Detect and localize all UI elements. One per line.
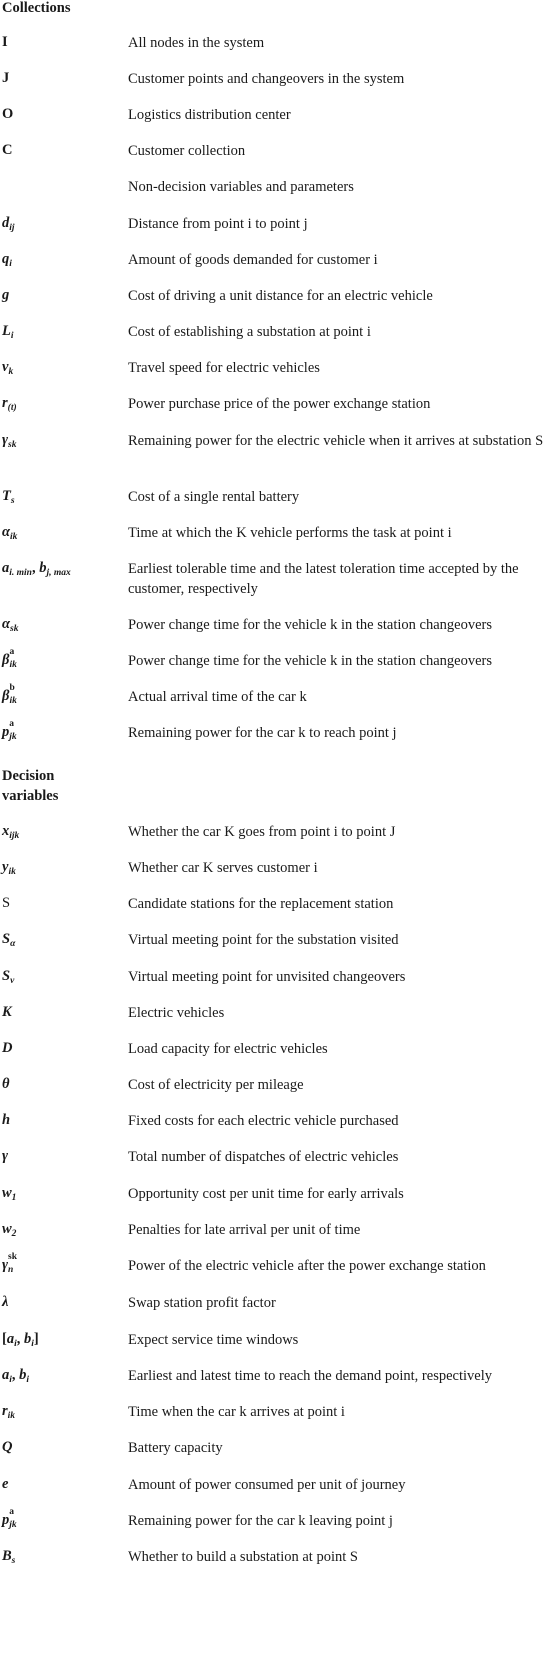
description: Distance from point i to point j — [128, 216, 308, 232]
description: Power purchase price of the power exchange station — [128, 396, 431, 412]
symbol-subscript: ik — [7, 1411, 16, 1421]
symbol-indices — [9, 683, 23, 706]
symbol-base: α — [2, 524, 11, 540]
description: Penalties for late arrival per unit of time — [128, 1222, 361, 1238]
symbol-subscript: i — [31, 1339, 34, 1349]
symbol-subscript: ik — [9, 696, 17, 706]
symbol-base: S — [2, 895, 11, 911]
symbol — [2, 358, 120, 377]
description: Amount of goods demanded for customer i — [128, 252, 378, 268]
description: Whether to build a substation at point S — [128, 1549, 358, 1565]
symbol-superscript: a — [9, 1507, 14, 1517]
symbol-base: a — [2, 560, 10, 576]
description: Cost of driving a unit distance for an electric vehicle — [128, 288, 433, 304]
symbol — [2, 1402, 120, 1421]
symbol: I — [2, 34, 8, 50]
description: Virtual meeting point for unvisited changeovers — [128, 969, 406, 985]
description: Cost of establishing a substation at point i — [128, 324, 371, 340]
symbol-subscript: i — [14, 1339, 17, 1349]
symbol — [2, 487, 120, 506]
symbol-base: b — [39, 560, 47, 576]
description: Customer collection — [128, 143, 246, 159]
symbol-base: Q — [2, 1439, 13, 1455]
symbol — [2, 615, 120, 634]
description: Remaining power for the car k to reach point j — [128, 725, 397, 741]
symbol-subscript: i — [26, 1375, 30, 1385]
symbol — [2, 559, 120, 578]
symbol-base: β — [2, 688, 10, 704]
symbol — [2, 1438, 120, 1457]
symbol-subscript: k — [8, 367, 14, 377]
description: Earliest and latest time to reach the demand point, respectively — [128, 1368, 492, 1384]
symbol — [2, 1003, 120, 1022]
symbol-base: e — [2, 1476, 9, 1492]
decision-heading-line1: Decision — [2, 768, 55, 784]
symbol — [2, 214, 120, 233]
description: Whether car K serves customer i — [128, 860, 318, 876]
symbol-subscript: sk — [10, 624, 19, 634]
symbol — [2, 322, 120, 341]
description: Actual arrival time of the car k — [128, 689, 307, 705]
symbol-subscript: ik — [8, 867, 16, 877]
symbol-superscript: a — [9, 647, 15, 657]
symbol-base: r — [2, 395, 8, 411]
symbol-base: S — [2, 968, 11, 984]
symbol-base: h — [2, 1112, 11, 1128]
symbol-base: λ — [2, 1294, 9, 1310]
symbol-indices — [8, 1252, 22, 1275]
symbol-indices — [9, 647, 23, 670]
symbol-subscript: i — [9, 259, 12, 269]
description: Time at which the K vehicle performs the task at point i — [128, 525, 452, 541]
description: Total number of dispatches of electric vehicles — [128, 1149, 399, 1165]
description: Expect service time windows — [128, 1332, 299, 1348]
symbol-subscript: n — [8, 1265, 14, 1275]
description: Swap station profit factor — [128, 1295, 276, 1311]
description: Power change time for the vehicle k in the station changeovers — [128, 617, 492, 633]
symbol-base: d — [2, 215, 10, 231]
symbol-subscript: jk — [9, 732, 17, 742]
symbol-base: x — [2, 823, 10, 839]
symbol-separator: , — [31, 560, 40, 576]
description: Load capacity for electric vehicles — [128, 1041, 328, 1057]
description: Travel speed for electric vehicles — [128, 360, 320, 376]
symbol-base: g — [2, 287, 10, 303]
symbol-subscript: ij — [9, 223, 15, 233]
description: Electric vehicles — [128, 1005, 225, 1021]
symbol-subscript: v — [10, 976, 15, 986]
symbol: J — [2, 70, 10, 86]
symbol — [2, 431, 120, 450]
symbol-subscript: s — [11, 1556, 16, 1566]
symbol-subscript: i — [10, 331, 14, 341]
symbol — [2, 286, 120, 305]
symbol-base: T — [2, 488, 11, 504]
symbol — [2, 719, 120, 742]
symbol-superscript: b — [9, 683, 15, 693]
symbol-base: D — [2, 1040, 13, 1056]
symbol-subscript: 1 — [11, 1193, 17, 1203]
symbol-indices — [9, 1507, 23, 1530]
symbol-base: p — [2, 724, 10, 740]
description: Virtual meeting point for the substation visited — [128, 932, 399, 948]
description: Fixed costs for each electric vehicle purchased — [128, 1113, 399, 1129]
symbol — [2, 1220, 120, 1239]
symbol-subscript: (t) — [7, 403, 17, 413]
symbol — [2, 1547, 120, 1566]
decision-heading-line2: variables — [2, 788, 59, 804]
symbol — [2, 683, 120, 706]
symbol-base: q — [2, 251, 10, 267]
symbol-base: γ — [2, 432, 9, 448]
description: Cost of a single rental battery — [128, 489, 300, 505]
symbol-subscript: j, max — [46, 568, 71, 578]
symbol — [2, 394, 120, 413]
symbol-subscript: ijk — [9, 831, 20, 841]
symbol-subscript: sk — [8, 440, 17, 450]
symbol — [2, 1293, 120, 1312]
symbol-base: K — [2, 1004, 12, 1020]
symbol-base: w — [2, 1185, 12, 1201]
symbol-base: a — [2, 1367, 10, 1383]
symbol-subscript: 2 — [11, 1229, 17, 1239]
symbol-separator: , — [11, 1367, 20, 1383]
symbol — [2, 1147, 120, 1166]
description: Opportunity cost per unit time for early arrivals — [128, 1186, 404, 1202]
description: Power change time for the vehicle k in the station changeovers — [128, 653, 492, 669]
symbol — [2, 1075, 120, 1094]
symbol-subscript: i — [9, 1375, 12, 1385]
symbol-base: γ — [2, 1148, 9, 1164]
description: Battery capacity — [128, 1440, 223, 1456]
symbol — [2, 523, 120, 542]
symbol — [2, 894, 120, 913]
symbol — [2, 858, 120, 877]
parameters-heading: Non-decision variables and parameters — [128, 179, 354, 195]
symbol-base: γ — [2, 1257, 9, 1273]
symbol-subscript: jk — [9, 1520, 17, 1530]
symbol-base: a — [6, 1331, 15, 1347]
symbol — [2, 1475, 120, 1494]
symbol: C — [2, 142, 13, 158]
description: Remaining power for the car k leaving point j — [128, 1513, 393, 1529]
description: Candidate stations for the replacement station — [128, 896, 394, 912]
symbol-base: b — [23, 1331, 32, 1347]
description: Remaining power for the electric vehicle when it arrives at substation S — [128, 433, 544, 449]
symbol — [2, 930, 120, 949]
symbol-subscript: α — [10, 939, 16, 949]
description: All nodes in the system — [128, 35, 265, 51]
description: Power of the electric vehicle after the power exchange station — [128, 1258, 486, 1274]
symbol — [2, 1184, 120, 1203]
description: Logistics distribution center — [128, 107, 291, 123]
symbol-base: B — [2, 1548, 12, 1564]
decision-heading — [2, 766, 120, 806]
bracket-open: [ — [2, 1331, 7, 1347]
symbol — [2, 1039, 120, 1058]
symbol — [2, 822, 120, 841]
symbol-base: y — [2, 859, 9, 875]
symbol-base: w — [2, 1221, 12, 1237]
symbol-superscript: sk — [8, 1252, 18, 1262]
symbol-indices — [9, 719, 23, 742]
symbol — [2, 647, 120, 670]
symbol-base: S — [2, 931, 11, 947]
bracket-close: ] — [33, 1331, 39, 1347]
symbol-subscript: ik — [9, 660, 17, 670]
symbol — [2, 967, 120, 986]
symbol-base: v — [2, 359, 9, 375]
symbol-base: b — [19, 1367, 27, 1383]
symbol-subscript: s — [10, 496, 15, 506]
symbol — [2, 250, 120, 269]
symbol — [2, 1507, 120, 1530]
symbol — [2, 1252, 120, 1275]
description: Cost of electricity per mileage — [128, 1077, 304, 1093]
description: Customer points and changeovers in the system — [128, 71, 405, 87]
collections-heading: Collections — [2, 0, 71, 16]
description: Time when the car k arrives at point i — [128, 1404, 345, 1420]
symbol — [2, 1366, 120, 1385]
description: Whether the car K goes from point i to point J — [128, 824, 396, 840]
symbol — [2, 1111, 120, 1130]
symbol-base: r — [2, 1403, 8, 1419]
symbol-separator: , — [16, 1331, 24, 1347]
symbol-base: θ — [2, 1076, 10, 1092]
symbol-subscript: i. min — [9, 568, 32, 578]
symbol-superscript: a — [9, 719, 14, 729]
symbol-base: p — [2, 1512, 10, 1528]
symbol: O — [2, 106, 14, 122]
symbol-base: β — [2, 652, 10, 668]
description: Amount of power consumed per unit of journey — [128, 1477, 406, 1493]
symbol-subscript: ik — [10, 532, 18, 542]
symbol — [2, 1330, 120, 1349]
description: Earliest tolerable time and the latest toleration time accepted by the customer, respectively — [128, 561, 519, 597]
symbol-base: L — [2, 323, 11, 339]
symbol-base: α — [2, 616, 11, 632]
